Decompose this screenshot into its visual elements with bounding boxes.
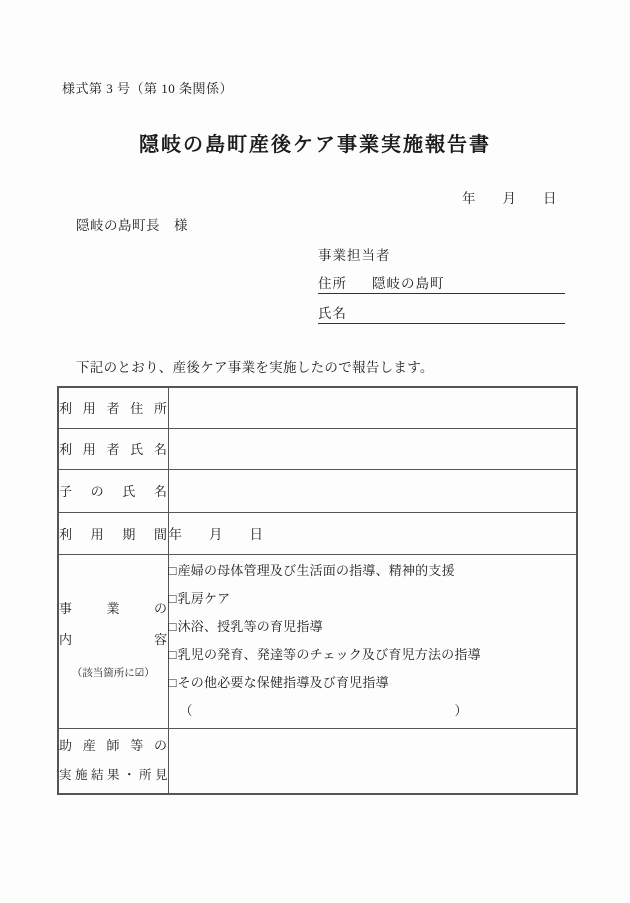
checkbox-icon: □: [168, 591, 177, 606]
intro-text: 下記のとおり、産後ケア事業を実施したので報告します。: [76, 360, 434, 375]
page-title: 隠岐の島町産後ケア事業実施報告書: [139, 134, 491, 156]
result-label-line2: 実施結果・所見: [59, 768, 168, 783]
report-date-line: 年 月 日: [462, 191, 557, 206]
label-user-name: 利 用 者 氏 名: [58, 428, 168, 469]
paren-close: ）: [454, 703, 468, 718]
checkbox-item-label: 沐浴、授乳等の育児指導: [177, 619, 323, 634]
checkbox-icon: □: [168, 647, 177, 662]
checkbox-item: [169, 669, 577, 697]
table-row: [58, 728, 577, 794]
name-label: 氏名: [318, 306, 347, 321]
table-row: [58, 387, 577, 428]
user-name-cell: [168, 428, 577, 469]
checkbox-item-label: 乳児の発育、発達等のチェック及び育児方法の指導: [177, 647, 481, 662]
result-label-line1: 助 産 師 等 の: [59, 738, 168, 754]
label-usage-period: 利 用 期 間: [58, 512, 168, 554]
other-detail-parens: [180, 697, 468, 725]
report-table: [57, 386, 578, 795]
checkbox-icon: □: [168, 619, 177, 634]
user-address-cell: [168, 387, 577, 428]
business-contents-cell: [168, 554, 577, 728]
usage-period-cell: 年 月 日: [168, 512, 577, 554]
checkbox-item-label: 産婦の母体管理及び生活面の指導、精神的支援: [177, 563, 455, 578]
midwife-result-cell: [168, 728, 577, 794]
paren-open: （: [179, 703, 193, 718]
contents-label-line2: 内 容: [59, 631, 168, 647]
checkbox-item: [169, 613, 577, 641]
address-value: 隠岐の島町: [372, 276, 445, 291]
contents-label-line1: 事 業 の: [59, 600, 168, 616]
child-name-cell: [168, 469, 577, 512]
table-row: [58, 428, 577, 469]
address-field: [318, 272, 565, 294]
label-business-contents: [58, 554, 168, 728]
checkbox-item-label: その他必要な保健指導及び育児指導: [177, 675, 389, 690]
addressee: 隠岐の島町長 様: [76, 218, 188, 233]
name-field: [318, 302, 565, 324]
table-row: [58, 469, 577, 512]
label-child-name: 子 の 氏 名: [58, 469, 168, 512]
table-row: [58, 554, 577, 728]
checkbox-icon: □: [168, 675, 177, 690]
contents-label-note: （該当箇所に☑）: [71, 667, 155, 679]
checkbox-item: [169, 585, 577, 613]
checkbox-item: [169, 641, 577, 669]
staff-heading: 事業担当者: [318, 248, 391, 263]
label-user-address: 利 用 者 住 所: [58, 387, 168, 428]
address-label: 住所: [318, 276, 347, 291]
table-row: [58, 512, 577, 554]
label-midwife-result: [58, 728, 168, 794]
form-number: 様式第 3 号（第 10 条関係）: [62, 81, 234, 96]
checkbox-item-label: 乳房ケア: [177, 591, 231, 606]
checkbox-icon: □: [168, 563, 177, 578]
checkbox-item: [169, 557, 577, 585]
